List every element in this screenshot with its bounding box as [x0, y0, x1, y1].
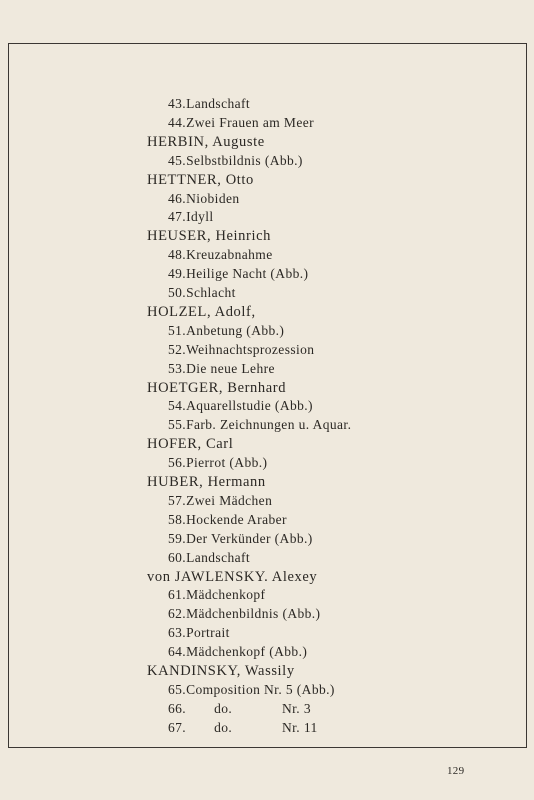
- entry-title: do.: [214, 700, 233, 716]
- entry-number: 60.: [168, 549, 187, 565]
- catalog-entry: [168, 587, 265, 603]
- artist-heading: HOETGER, Bernhard: [147, 379, 287, 396]
- entry-title: Kreuzabnahme: [186, 247, 273, 263]
- entry-title: Niobiden: [186, 190, 240, 206]
- catalog-entry: [168, 455, 267, 471]
- entry-number: 52.: [168, 341, 187, 357]
- catalog-entry: [168, 719, 318, 736]
- entry-title: Heilige Nacht (Abb.): [186, 266, 309, 282]
- catalog-entry: [168, 493, 272, 509]
- artist-heading: HUBER, Hermann: [147, 474, 266, 490]
- catalog-entry: [168, 323, 284, 339]
- entry-number: 57.: [168, 492, 187, 508]
- entry-number-ref: Nr. 11: [282, 719, 318, 735]
- catalog-entry: [168, 512, 287, 528]
- entry-title: Mädchenbildnis (Abb.): [186, 606, 321, 622]
- catalog-entry: [168, 531, 313, 547]
- entry-title: Pierrot (Abb.): [186, 455, 268, 471]
- entry-number: 59.: [168, 530, 187, 546]
- catalog-entry: [168, 606, 320, 622]
- catalog-entry: [168, 115, 314, 131]
- entry-title: Schlacht: [186, 285, 236, 300]
- artist-heading: KANDINSKY, Wassily: [147, 663, 295, 679]
- entry-number: 47.: [168, 209, 187, 225]
- catalog-entry: [168, 625, 230, 641]
- entry-title: Die neue Lehre: [186, 360, 275, 376]
- catalog-entry: [168, 700, 311, 717]
- entry-title: Mädchenkopf (Abb.): [186, 644, 308, 660]
- entry-number: 50.: [168, 285, 187, 300]
- entry-number: 56.: [168, 455, 187, 471]
- catalog-entry: [168, 361, 275, 377]
- artist-heading: HERBIN, Auguste: [147, 133, 265, 150]
- entry-title: Landschaft: [186, 549, 251, 565]
- artist-heading: HOFER, Carl: [147, 436, 234, 453]
- entry-title: Hockende Araber: [186, 511, 287, 527]
- catalog-entry: [168, 398, 313, 414]
- entry-number: 55.: [168, 417, 187, 433]
- artist-heading: von JAWLENSKY. Alexey: [147, 568, 318, 585]
- entry-number: 58.: [168, 511, 187, 527]
- artist-heading: HEUSER, Heinrich: [147, 228, 271, 245]
- catalog-entry: [168, 417, 351, 433]
- entry-title: Landschaft: [186, 96, 251, 111]
- entry-number: 61.: [168, 587, 187, 603]
- entry-number: 48.: [168, 247, 187, 263]
- entry-title: Der Verkünder (Abb.): [186, 530, 313, 546]
- entry-number: 67.: [168, 719, 187, 735]
- catalog-entry: [168, 209, 214, 225]
- catalog-entry: [168, 644, 307, 660]
- page-number: 129: [447, 765, 465, 777]
- entry-title: Portrait: [186, 625, 230, 641]
- entry-number: 44.: [168, 114, 187, 130]
- catalog-entry: [168, 550, 250, 566]
- entry-number-ref: Nr. 3: [282, 700, 311, 716]
- entry-title: Zwei Frauen am Meer: [186, 114, 315, 130]
- entry-title: do.: [214, 719, 233, 735]
- entry-number: 49.: [168, 266, 187, 282]
- catalog-entry: [168, 191, 240, 207]
- catalog-entry: [168, 342, 314, 358]
- page-border-frame: [8, 43, 527, 748]
- artist-heading: HOLZEL, Adolf,: [147, 303, 256, 320]
- artist-heading: HETTNER, Otto: [147, 171, 254, 188]
- entry-title: Idyll: [186, 209, 214, 225]
- entry-title: Selbstbildnis (Abb.): [186, 152, 303, 168]
- catalog-entry: [168, 682, 335, 698]
- catalog-entry: [168, 266, 308, 282]
- entry-title: Composition Nr. 5 (Abb.): [186, 681, 335, 697]
- entry-number: 51.: [168, 322, 187, 338]
- entry-number: 65.: [168, 681, 187, 697]
- entry-title: Zwei Mädchen: [186, 492, 273, 508]
- catalog-entry: [168, 247, 273, 263]
- entry-title: Weihnachtsprozession: [186, 341, 315, 357]
- catalog-entry: [168, 285, 236, 301]
- entry-number: 66.: [168, 700, 187, 716]
- entry-number: 63.: [168, 625, 187, 641]
- catalog-entry: [168, 153, 303, 169]
- entry-title: Anbetung (Abb.): [186, 322, 285, 338]
- entry-number: 43.: [168, 96, 187, 111]
- entry-number: 45.: [168, 152, 187, 168]
- entry-number: 53.: [168, 360, 187, 376]
- entry-title: Mädchenkopf: [186, 587, 266, 603]
- entry-number: 64.: [168, 644, 187, 660]
- entry-title: Farb. Zeichnungen u. Aquar.: [186, 417, 352, 433]
- catalog-entry: [168, 96, 250, 112]
- entry-title: Aquarellstudie (Abb.): [186, 398, 313, 414]
- entry-number: 54.: [168, 398, 187, 414]
- entry-number: 62.: [168, 606, 187, 622]
- entry-number: 46.: [168, 190, 187, 206]
